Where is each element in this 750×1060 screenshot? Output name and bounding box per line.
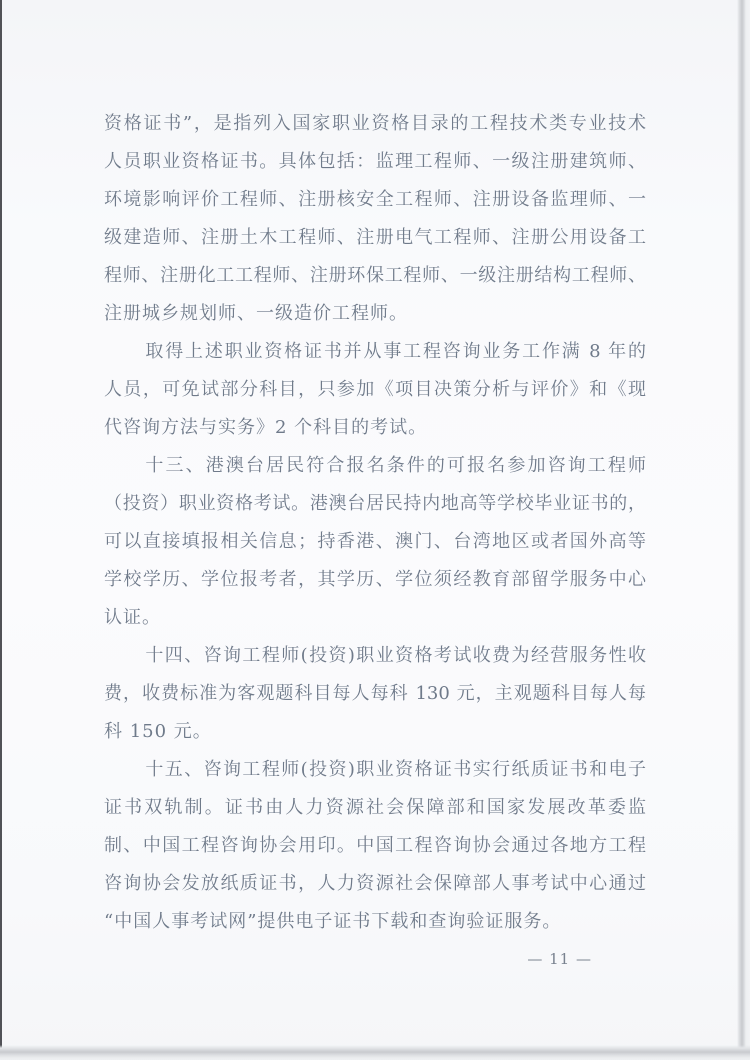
text-line: 费，收费标准为客观题科目每人每科 130 元，主观题科目每人每 (104, 683, 646, 704)
text-line: 程师、注册化工工程师、注册环保工程师、一级注册结构工程师、 (104, 265, 646, 286)
text-line: 证书双轨制。证书由人力资源社会保障部和国家发展改革委监 (104, 797, 646, 818)
text-line: 十三、港澳台居民符合报名条件的可报名参加咨询工程师 (145, 455, 646, 476)
text-line: 可以直接填报相关信息；持香港、澳门、台湾地区或者国外高等 (104, 531, 646, 552)
text-line: 十四、咨询工程师(投资)职业资格考试收费为经营服务性收 (145, 645, 646, 666)
text-line: 人员，可免试部分科目，只参加《项目决策分析与评价》和《现 (104, 379, 646, 400)
paper-bottom-edge-shadow (0, 1045, 750, 1060)
page-number: — 11 — (527, 950, 592, 968)
document-lines (104, 105, 646, 941)
text-line: 环境影响评价工程师、注册核安全工程师、注册设备监理师、一 (104, 189, 646, 210)
text-line: 科 150 元。 (104, 721, 212, 742)
text-line: 注册城乡规划师、一级造价工程师。 (104, 303, 408, 324)
text-line: 代咨询方法与实务》2 个科目的考试。 (104, 417, 428, 438)
text-line: “中国人事考试网”提供电子证书下载和查询验证服务。 (104, 911, 562, 932)
text-line: （投资）职业资格考试。港澳台居民持内地高等学校毕业证书的， (104, 493, 646, 514)
text-line: 学校学历、学位报考者，其学历、学位须经教育部留学服务中心 (104, 569, 646, 590)
text-line: 认证。 (104, 607, 161, 628)
text-line: 资格证书”，是指列入国家职业资格目录的工程技术类专业技术 (104, 113, 646, 134)
text-line: 人员职业资格证书。具体包括：监理工程师、一级注册建筑师、 (104, 151, 646, 172)
text-line: 取得上述职业资格证书并从事工程咨询业务工作满 8 年的 (145, 341, 646, 362)
scan-left-border (0, 0, 2, 1060)
text-line: 制、中国工程咨询协会用印。中国工程咨询协会通过各地方工程 (104, 835, 646, 856)
text-line: 咨询协会发放纸质证书，人力资源社会保障部人事考试中心通过 (104, 873, 646, 894)
text-line: 十五、咨询工程师(投资)职业资格证书实行纸质证书和电子 (145, 759, 646, 780)
paper-right-edge-shadow (737, 0, 750, 1060)
text-line: 级建造师、注册土木工程师、注册电气工程师、注册公用设备工 (104, 227, 646, 248)
